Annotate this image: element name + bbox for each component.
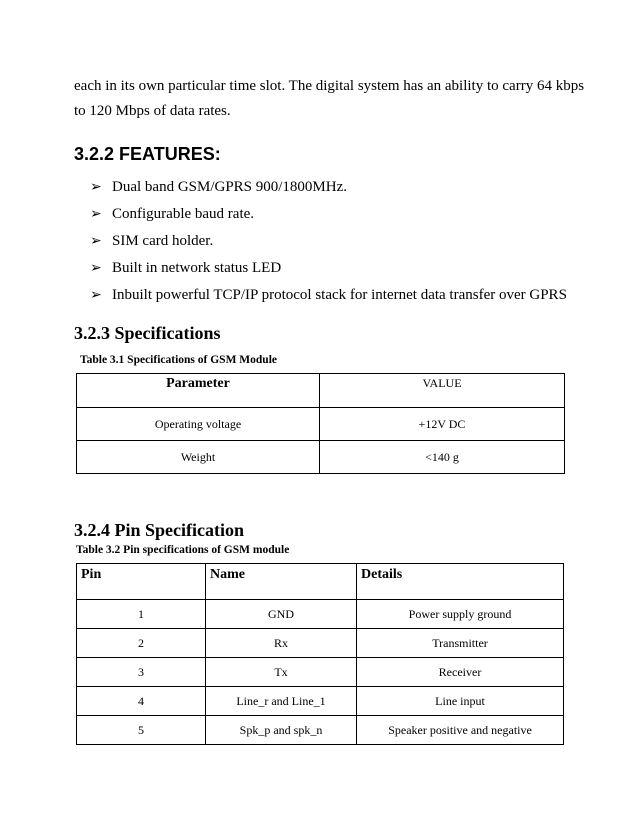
table-cell: Spk_p and spk_n	[206, 716, 357, 745]
pins-heading: 3.2.4 Pin Specification	[74, 520, 244, 540]
table-cell: Line_r and Line_1	[206, 687, 357, 716]
list-item	[90, 234, 567, 261]
specifications-caption: Table 3.1 Specifications of GSM Module	[80, 354, 277, 366]
list-item	[90, 261, 567, 288]
feature-text: Dual band GSM/GPRS 900/1800MHz.	[112, 179, 348, 195]
table-cell: +12V DC	[320, 408, 565, 441]
table-header-row	[77, 564, 564, 600]
feature-text: Inbuilt powerful TCP/IP protocol stack for internet data transfer over GPRS	[112, 287, 567, 303]
column-header-value: VALUE	[320, 374, 565, 408]
column-header-name: Name	[206, 564, 357, 600]
column-header-details: Details	[357, 564, 564, 600]
arrow-bullet-icon: ➢	[90, 287, 102, 303]
table-cell: Operating voltage	[77, 408, 320, 441]
specifications-heading: 3.2.3 Specifications	[74, 323, 221, 343]
arrow-bullet-icon: ➢	[90, 179, 102, 195]
table-row	[77, 441, 565, 474]
arrow-bullet-icon: ➢	[90, 206, 102, 222]
list-item	[90, 180, 567, 207]
table-row	[77, 408, 565, 441]
pins-table	[76, 563, 564, 745]
specifications-table	[76, 373, 565, 474]
column-header-pin: Pin	[77, 564, 206, 600]
table-row	[77, 687, 564, 716]
table-cell: Tx	[206, 658, 357, 687]
pins-caption: Table 3.2 Pin specifications of GSM module	[76, 544, 290, 556]
table-cell: GND	[206, 600, 357, 629]
table-cell: Receiver	[357, 658, 564, 687]
table-cell: 1	[77, 600, 206, 629]
table-cell: 2	[77, 629, 206, 658]
table-row	[77, 658, 564, 687]
arrow-bullet-icon: ➢	[90, 260, 102, 276]
table-cell: 5	[77, 716, 206, 745]
features-heading: 3.2.2 FEATURES:	[74, 144, 221, 164]
column-header-parameter: Parameter	[77, 374, 320, 408]
table-cell: Power supply ground	[357, 600, 564, 629]
feature-text: Configurable baud rate.	[112, 206, 255, 222]
table-cell: Transmitter	[357, 629, 564, 658]
table-cell: Rx	[206, 629, 357, 658]
table-header-row	[77, 374, 565, 408]
list-item	[90, 288, 567, 315]
feature-text: SIM card holder.	[112, 233, 214, 249]
features-list	[90, 180, 567, 315]
table-cell: Line input	[357, 687, 564, 716]
table-cell: Weight	[77, 441, 320, 474]
table-row	[77, 716, 564, 745]
table-cell: 4	[77, 687, 206, 716]
intro-line-1: each in its own particular time slot. The digital system has an ability to carry 64 kbps	[74, 78, 585, 94]
table-cell: Speaker positive and negative	[357, 716, 564, 745]
table-cell: <140 g	[320, 441, 565, 474]
table-row	[77, 629, 564, 658]
arrow-bullet-icon: ➢	[90, 233, 102, 249]
feature-text: Built in network status LED	[112, 260, 282, 276]
table-cell: 3	[77, 658, 206, 687]
list-item	[90, 207, 567, 234]
intro-line-2: to 120 Mbps of data rates.	[74, 103, 231, 119]
table-row	[77, 600, 564, 629]
